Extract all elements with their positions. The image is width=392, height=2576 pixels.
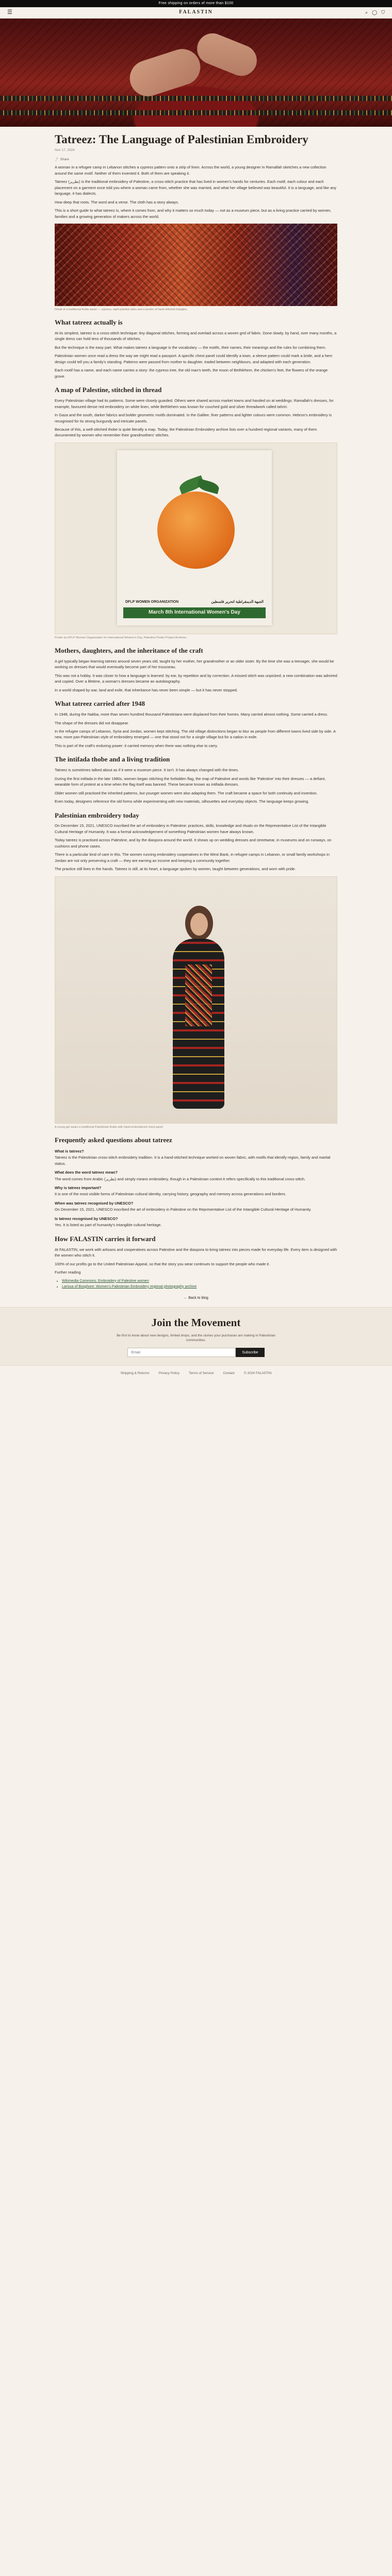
faq-answer: On December 15, 2021, UNESCO inscribed the art of embroidery in Palestine on the Representative List of the Intangible Cultural Heritage of Humanity. (55, 1207, 312, 1212)
footer-link[interactable]: Terms of Service (189, 1371, 214, 1375)
back-to-blog-link[interactable]: ← Back to blog (184, 1296, 208, 1300)
paragraph: The practice still lives in the hands. Tatreez is still, at its heart, a language spoken by women, taught between generations, and worn with pride. (55, 867, 296, 872)
section-heading: The intifada thobe and a living tradition (55, 755, 170, 764)
newsletter-title: Join the Movement (151, 1316, 241, 1329)
paragraph: Tatreez (تطريز) is the traditional embroidery of Palestine, a cross-stitch practice that has lived in women's hands for centuries. Each motif, each colour and each placement on a garment once told you where a woman came from, whether she was married, and what her village believed was beautiful. It is a language, and like any language, it has dialects. (55, 179, 336, 196)
paragraph: This is part of the craft's enduring power: it carried memory when there was nothing else to carry. (55, 743, 218, 748)
embroidery-photo (55, 224, 337, 306)
article-date: Nov 17, 2024 (55, 148, 75, 152)
section-heading: What tatreez actually is (55, 318, 123, 327)
faq-section (55, 1136, 337, 1228)
subscribe-button[interactable]: Subscribe (236, 1348, 264, 1357)
footer-link[interactable]: Contact (223, 1371, 235, 1375)
paragraph: This was not a hobby. It was closer to how a language is learned: by ear, by repetition and by correction. A missed stitch was unpicked; a new combination was admired and copied. Over a lifetime, a woman's dresses became an autobiography. (55, 673, 337, 684)
paragraph: Every Palestinian village had its patterns. Some were closely guarded. Others were shared across market towns and handed on at weddings. Ramallah's dresses, for example, favoured dense red embroidery on white linen, while Bethlehem was known for couched gold and silver threadwork called tahriri. (55, 398, 334, 409)
poster-titles (125, 600, 264, 605)
hero-hand (192, 29, 262, 81)
footer-link[interactable]: Privacy Policy (158, 1371, 180, 1375)
paragraph: At its simplest, tatreez is a cross-stitch technique: tiny diagonal stitches, forming and overlaid across a woven grid of fabric. Done slowly, by hand, over many months, a single dress can hold tens of thousands of stitches. (55, 330, 337, 342)
paragraph: During the first intifada in the late 1980s, women began stitching the forbidden flag, the map of Palestine and words like 'Palestine' into their dresses — a defiant, wearable form of protest at a time when the flag itself was banned. These became known as intifada dresses. (55, 776, 326, 787)
header-actions (354, 9, 385, 16)
paragraph: But the technique is the easy part. What makes tatreez a language is the vocabulary — the motifs, their names, their meanings and the rules for combining them. (55, 345, 326, 350)
figure-caption: A young girl wears a traditional Palestinian thobe with hand-embroidered chest panel. (55, 1125, 164, 1129)
paragraph: How deep that roots. The word and a verse. The cloth has a story always. (55, 199, 179, 205)
paragraph: In 1948, during the Nakba, more than seven hundred thousand Palestinians were displaced from their homes. Many carried almost nothing. Some carried a dress. (55, 712, 328, 717)
faq-answer: Yes. It is listed as part of humanity's intangible cultural heritage. (55, 1223, 162, 1228)
paragraph: 100% of our profits go to the United Palestinian Appeal, so that the story you wear continues to support the people who made it. (55, 1261, 270, 1266)
section-heading: Mothers, daughters, and the inheritance of the craft (55, 647, 203, 655)
paragraph: In the refugee camps of Lebanon, Syria and Jordan, women kept stitching. The old village distinctions began to blur as people from different towns lived side by side. A new, more pan-Palestinian style of embroidery emerged — one that stood not for a single village but for a nation in exile. (55, 729, 336, 740)
search-icon[interactable]: ⌕ (365, 9, 368, 15)
paragraph: A woman in a refugee camp in Lebanon stitches a cypress pattern onto a strip of linen. Across the world, a young designer in Ramallah sketches a new collection around the same motif. Neither of them invented it. Both of them are speaking it. (55, 165, 326, 176)
poster-paper (117, 450, 272, 625)
poster-photo (55, 443, 337, 634)
faq-question: What does the word tatreez mean? (55, 1170, 118, 1175)
hero-image (0, 19, 392, 127)
section-heading: What tatreez carried after 1948 (55, 700, 145, 708)
faq-answer: The word comes from Arabic (تطريز) and simply means embroidery, though in a Palestinian context it refers specifically to this traditional cross-stitch. (55, 1176, 306, 1181)
paragraph: In Gaza and the south, darker fabrics and bolder geometric motifs dominated. In the Galilee, finer patterns and lighter colours were common. Hebron's embroidery is recognised for its strong burgundy and intricate panels. (55, 413, 332, 423)
newsletter-subtitle: Be first to know about new designs, limited drops, and the stories your purchases are making in Palestinian communities. (117, 1333, 275, 1343)
hero-hand (125, 44, 205, 101)
share-button[interactable]: ⤴ Share (55, 157, 69, 161)
paragraph: Tatreez is sometimes talked about as if it were a museum piece. It isn't. It has always changed with the times. (55, 768, 239, 773)
email-field[interactable] (127, 1348, 236, 1357)
newsletter-form (0, 1348, 392, 1357)
photo-face (190, 913, 208, 936)
references-label: Further reading (55, 1270, 81, 1275)
faq-question: Is tatreez recognised by UNESCO? (55, 1216, 118, 1221)
article (55, 133, 337, 1301)
faq-question: What is tatreez? (55, 1148, 84, 1154)
paragraph: The shape of the dresses did not disappear. (55, 720, 129, 725)
brand-logo[interactable]: FALASTIN (179, 9, 213, 15)
article-title: Tatreez: The Language of Palestinian Embroidery (55, 133, 308, 146)
section-heading: A map of Palestine, stitched in thread (55, 386, 162, 394)
reference-link[interactable]: • Larissa of Bosphore: Women's Palestinian Embroidery regional photography archive (62, 1284, 337, 1290)
paragraph: Each motif has a name, and each name carries a story: the cypress tree, the old man's teeth, the moon of Bethlehem, the chicken's feet, the flowers of the orange grove. (55, 368, 328, 379)
user-icon[interactable]: ◯ (372, 9, 378, 15)
promo-bar: Free shipping on orders of more than $100 (0, 0, 392, 7)
paragraph: Today tatreez is practised across Palestine, and by the diaspora around the world. It shows up on wedding dresses and streetwear, in museums and on runways, on cushions and phone cases. (55, 838, 332, 849)
girl-in-thobe-photo (55, 876, 337, 1124)
menu-icon[interactable]: ☰ (7, 9, 12, 15)
footer-link[interactable]: Shipping & Returns (120, 1371, 150, 1375)
section-heading: How FALASTIN carries it forward (55, 1234, 156, 1243)
paragraph: This is a short guide to what tatreez is, where it comes from, and why it matters so much today — not as a museum piece, but as a living practice carried by women, families and a growing generation of makers across the world. (55, 208, 332, 219)
paragraph: A girl typically began learning tatreez around seven years old, taught by her mother, her grandmother or an older sister. By the time she was a teenager, she would be working on dresses that would eventually become part of her trousseau. (55, 658, 334, 670)
paragraph: Because of this, a well-stitched thobe is quite literally a map. Today, the Palestinian Embroidery archive lists over a hundred regional variants, many of them documented by women who remember their grandmothers' stitches. (55, 427, 317, 438)
poster-title-ar: الجبهة الديمقراطية لتحرير فلسطين (211, 600, 264, 604)
poster-title-en: DFLP WOMEN ORGANIZATION (125, 600, 179, 604)
photo-chest-panel (185, 964, 212, 1026)
references-list (62, 1278, 337, 1290)
reference-link[interactable]: • Wikimedia Commons: Embroidery of Palestine women (62, 1278, 337, 1284)
faq-answer: It is one of the most visible forms of Palestinian cultural identity, carrying history, geography and memory across generations and borders. (55, 1192, 286, 1197)
cart-icon[interactable]: ⛉ (381, 9, 385, 15)
paragraph: Even today, designers reference the old forms while experimenting with new materials, silhouettes and everyday objects. The language keeps growing. (55, 799, 309, 804)
paragraph: Palestinian women once read a dress the way we might read a passport. A specific chest panel could identify a town, a sleeve pattern could mark a bride, and a hem design could tell you a family's standing. Patterns were passed from mother to daughter, traded between neighbours, and adapted with each generation. (55, 353, 333, 364)
poster-date-banner: March 8th International Women's Day (123, 607, 266, 618)
copyright: © 2024 FALASTIN (243, 1371, 272, 1375)
paragraph: Older women still practised the inherited patterns, but younger women were also adapting them. The craft became a space for both continuity and invention. (55, 790, 318, 795)
faq-question: Why is tatreez important? (55, 1185, 102, 1191)
orange-illustration (157, 492, 235, 569)
paragraph: At FALASTIN, we work with artisans and cooperatives across Palestine and the diaspora to bring tatreez into pieces made for everyday life. Every item is designed with the women who stitch it. (55, 1247, 337, 1258)
newsletter-section (0, 1307, 392, 1365)
figure-caption: Poster by DFLP Women Organization for International Women's Day, Palestine Poster Project Archives. (55, 636, 187, 639)
paragraph: On December 15, 2021, UNESCO inscribed the art of embroidery in Palestine: practices, skills, knowledge and rituals on the Representative List of the Intangible Cultural Heritage of Humanity. It was a formal acknowledgement of something Palestinian women have always known. (55, 823, 326, 834)
section-heading: Palestinian embroidery today (55, 811, 139, 819)
hero-embroidery-band (0, 96, 392, 101)
faq-answer: Tatreez is the Palestinian cross-stitch embroidery tradition. It is a hand-stitched technique worked on woven fabric, with motifs that identify region, family and marital status. (55, 1155, 331, 1166)
paragraph: There is a particular kind of care in this. The women running embroidery cooperatives in the West Bank, in refugee camps in Lebanon, or small family workshops in Jordan are not only preserving a craft — they are earning an income and keeping a community together. (55, 852, 330, 863)
paragraph: In a world shaped by war, land and exile, that inheritance has never been simple — but it has never stopped. (55, 687, 238, 692)
figure-caption: Detail of a traditional thobe panel — cypress, eight-pointed stars and a border of hand-stitched triangles. (55, 308, 188, 312)
site-header (0, 7, 392, 19)
hero-embroidery-band (0, 110, 392, 115)
section-heading: Frequently asked questions about tatreez (55, 1136, 172, 1144)
share-icon: ⤴ (55, 157, 58, 161)
faq-question: When was tatreez recognised by UNESCO? (55, 1200, 134, 1206)
site-footer (0, 1365, 392, 1381)
